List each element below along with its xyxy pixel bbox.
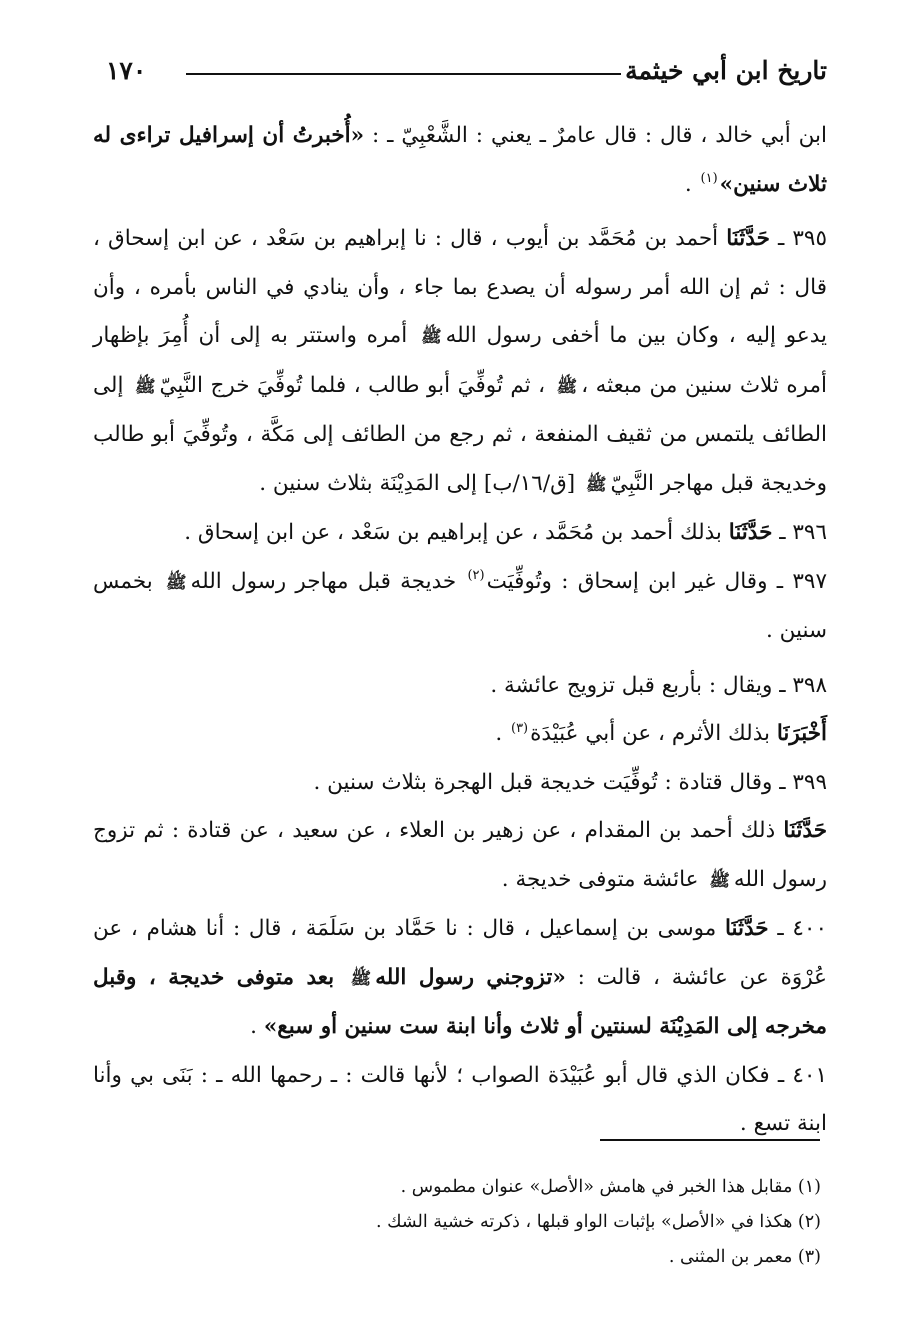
salawat-symbol: ﷺ [421,327,442,347]
text-segment: خديجة قبل مهاجر رسول الله [190,568,466,594]
entry-396 [93,509,827,558]
page-header [88,50,827,90]
text-segment: . [495,721,509,746]
quote-text: «أُخبرتُ أن إسرافيل تراءى له ثلاث سنين» [93,123,827,197]
entry-399 [93,759,827,808]
salawat-symbol: ﷺ [166,572,187,593]
text-segment: ، ثم تُوفِّيَ أبو طالب ، فلما تُوفِّيَ خرج النَّبِيّ [159,372,553,398]
footnote-2: (٢) هكذا في «الأصل» بإثبات الواو قبلها ، ذكرته خشية الشك . [376,1212,821,1232]
text-segment: . [250,1014,264,1039]
entry-395 [93,215,827,509]
salawat-symbol: ﷺ [134,376,156,397]
entry-397 [93,558,827,656]
text-segment: ٣٩٧ ـ وقال غير ابن إسحاق : وتُوفِّيَت [486,568,827,594]
text-segment: . [684,171,699,197]
entry-398-chain [93,710,827,759]
footnote-ref-3: (٣) [510,720,529,736]
book-title: تاريخ ابن أبي خيثمة [625,55,827,85]
text-segment: موسى بن إسماعيل ، قال : نا حَمَّاد بن سَلَمَة ، قال : أنا هشام ، عن عُرْوَة عن عائشة ، قالت : [93,916,827,990]
text-segment: ٤٠١ ـ فكان الذي قال أبو عُبَيْدَة الصواب ؛ لأنها قالت : ـ رحمها الله ـ : بَنَى بي وأنا ابنة تسع . [93,1062,827,1136]
salawat-symbol: ﷺ [586,474,607,495]
text-segment: ٣٩٨ ـ ويقال : بأربع قبل تزويج عائشة . [490,672,827,698]
entry-401 [93,1052,827,1149]
hadith-keyword: حَدَّثَنَا [783,818,827,843]
text-segment: بخمس سنين . [93,568,827,643]
text-segment: [ق/١٦/ب] إلى المَدِيْنَة بثلاث سنين . [259,470,582,496]
entry-399-chain [93,807,827,905]
entry-400 [93,905,827,1052]
footnote-ref-2: (٢) [467,568,485,584]
text-segment: إلى الطائف يلتمس من ثقيف المنفعة ، ثم رجع من الطائف إلى مَكَّة ، وتُوفِّيَ أبو طالب وخديجة قبل مهاجر النَّبِيّ [93,372,827,496]
text-segment: بذلك أحمد بن مُحَمَّد ، عن إبراهيم بن سَعْد ، عن ابن إسحاق . [184,520,729,545]
page-number: ١٧٠ [106,55,147,85]
footnotes [101,1170,821,1275]
main-text [93,112,827,1149]
footnote-3: (٣) معمر بن المثنى . [668,1247,821,1267]
text-segment: أحمد بن مُحَمَّد بن أيوب ، قال : نا إبراهيم بن سَعْد ، عن ابن إسحاق ، قال : ثم إن الله أمر رسوله أن يصدع بما جاء ، وأن ينادي في الناس بأمره ، وأن يدعو إليه ، وكان بين ما أخفى رسول الله [93,226,827,348]
footnote-1: (١) مقابل هذا الخبر في هامش «الأصل» عنوان مطموس . [400,1177,821,1197]
hadith-keyword: حَدَّثَنَا [724,916,769,941]
entry-number: ٣٩٦ ـ [772,520,827,545]
salawat-symbol: ﷺ [709,870,730,891]
paragraph-continuation [93,112,827,209]
hadith-keyword: حَدَّثَنَا [728,520,773,545]
entry-number: ٣٩٥ ـ [769,226,828,251]
hadith-keyword: حَدَّثَنَا [726,226,770,251]
entry-number: ٤٠٠ ـ [768,916,828,941]
footnote-ref-1: (١) [700,171,718,187]
hadith-keyword: أَخْبَرَنَا [776,721,827,746]
text-segment: بذلك الأثرم ، عن أبي عُبَيْدَة [530,721,777,746]
entry-398 [93,662,827,711]
header-rule [186,73,621,75]
text-segment: ابن أبي خالد ، قال : قال عامرٌ ـ يعني : الشَّعْبِيّ ـ : [364,123,828,148]
quote-text: «تزوجني رسول الله [375,964,566,990]
quote-text: بعد متوفى خديجة ، وقبل مخرجه إلى المَدِيْنَة لسنتين أو ثلاث وأنا ابنة ست سنين أو سبع» [93,964,827,1039]
text-segment: أمره واستتر به إلى أن أُمِرَ بإظهار أمره ثلاث سنين من مبعثه ، [93,323,828,398]
text-segment: ٣٩٩ ـ وقال قتادة : تُوفِّيَت خديجة قبل الهجرة بثلاث سنين . [313,769,827,795]
text-segment: عائشة متوفى خديجة . [501,866,706,892]
salawat-symbol: ﷺ [350,968,372,989]
salawat-symbol: ﷺ [556,376,578,397]
text-segment: ذلك أحمد بن المقدام ، عن زهير بن العلاء ، عن سعيد ، عن قتادة : ثم تزوج رسول الله [93,818,827,892]
footnote-separator [600,1139,820,1141]
